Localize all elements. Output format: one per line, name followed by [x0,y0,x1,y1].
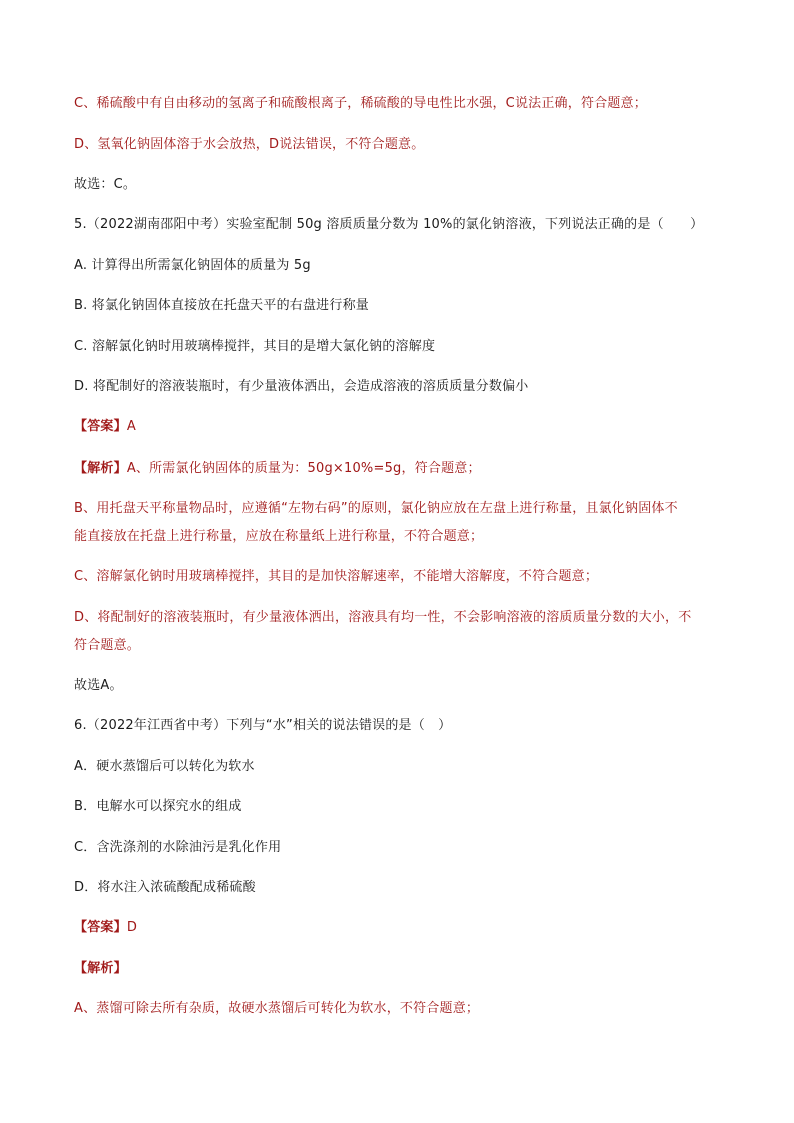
answer-label: 【答案】 [74,920,127,935]
q6-option-c: C．含洗涤剂的水除油污是乳化作用 [74,840,282,855]
analysis-b-post: 的原则，氯化钠应放在左盘上进行称量，且氯化钠固体不 [347,501,678,516]
q5-answer [74,418,136,436]
q6-answer [74,919,137,937]
q5-analysis-d-line2: 符合题意。 [74,638,141,653]
q5-option-c: C. 溶解氯化钠时用玻璃棒搅拌，其目的是增大氯化钠的溶解度 [74,339,436,354]
analysis-b-quote: “左物右码” [281,501,348,516]
q6-stem: 6.（2022年江西省中考）下列与“水”相关的说法错误的是（ ） [74,718,452,733]
q5-analysis-d-line1: D、将配制好的溶液装瓶时，有少量液体洒出，溶液具有均一性，不会影响溶液的溶质质量分数的大小，不 [74,610,692,625]
q5-analysis-b-line1 [74,500,678,518]
q4-option-c-explanation: C、稀硫酸中有自由移动的氢离子和硫酸根离子，稀硫酸的导电性比水强，C说法正确，符合题意； [74,96,647,111]
q5-analysis-a [74,460,481,478]
q4-choice: 故选：C。 [74,177,137,192]
analysis-b-pre: B、用托盘天平称量物品时，应遵循 [74,501,282,516]
q5-option-d: D. 将配制好的溶液装瓶时，有少量液体洒出，会造成溶液的溶质质量分数偏小 [74,379,529,394]
q5-analysis-b-line2: 能直接放在托盘上进行称量，应放在称量纸上进行称量，不符合题意； [74,529,484,544]
analysis-a-text: A、所需氯化钠固体的质量为：50g×10%=5g，符合题意； [126,461,481,476]
q5-option-a: A. 计算得出所需氯化钠固体的质量为 5g [74,258,311,273]
answer-value: A [126,419,136,434]
analysis-label: 【解析】 [74,461,127,476]
answer-value: D [126,920,138,935]
q6-analysis-a: A、蒸馏可除去所有杂质，故硬水蒸馏后可转化为软水，不符合题意； [74,1001,480,1016]
answer-label: 【答案】 [74,419,127,434]
q6-analysis-label: 【解析】 [74,961,127,976]
q4-option-d-explanation: D、氢氧化钠固体溶于水会放热，D说法错误，不符合题意。 [74,137,425,152]
q6-option-d: D．将水注入浓硫酸配成稀硫酸 [74,880,256,895]
q5-choice: 故选A。 [74,678,123,693]
q5-option-b: B. 将氯化钠固体直接放在托盘天平的右盘进行称量 [74,298,369,313]
q6-option-a: A．硬水蒸馏后可以转化为软水 [74,759,255,774]
q5-analysis-c: C、溶解氯化钠时用玻璃棒搅拌，其目的是加快溶解速率，不能增大溶解度，不符合题意； [74,569,599,584]
q6-option-b: B．电解水可以探究水的组成 [74,799,242,814]
q5-stem: 5.（2022湖南邵阳中考）实验室配制 50g 溶质质量分数为 10%的氯化钠溶液，下列说法正确的是（ ） [74,217,704,232]
